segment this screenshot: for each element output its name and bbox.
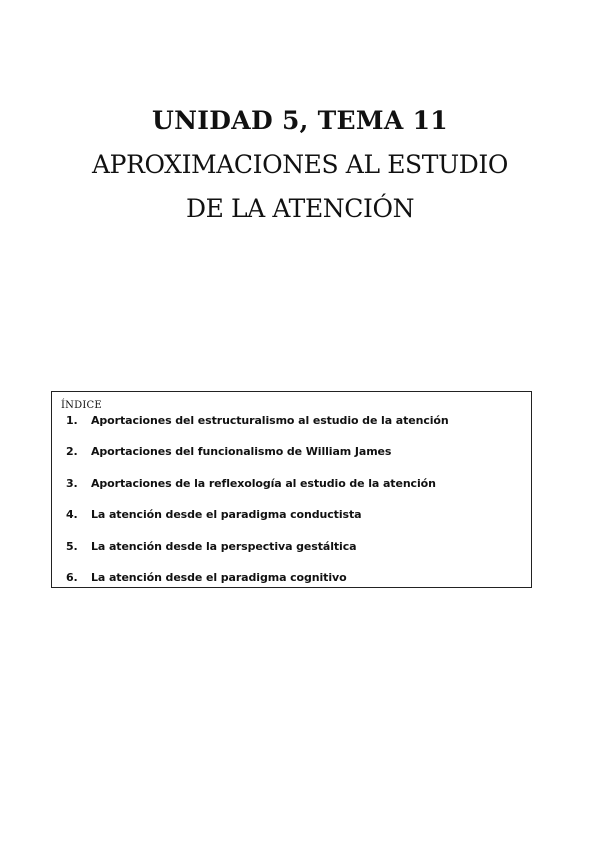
index-item-number: 4. — [66, 508, 78, 522]
index-item[interactable] — [52, 508, 531, 539]
index-item[interactable] — [52, 477, 531, 508]
index-item-label: La atención desde la perspectiva gestáltica — [91, 539, 357, 553]
index-item-label: La atención desde el paradigma cognitivo — [91, 570, 347, 584]
title-block — [0, 104, 600, 231]
index-item-number: 3. — [66, 476, 78, 490]
subtitle-line-1: APROXIMACIONES AL ESTUDIO — [92, 150, 508, 179]
index-item[interactable] — [52, 414, 531, 445]
index-item-number: 5. — [66, 539, 78, 553]
index-item[interactable] — [52, 540, 531, 571]
index-item-number: 2. — [66, 445, 78, 459]
index-item-label: La atención desde el paradigma conductista — [91, 508, 362, 522]
index-item-number: 6. — [66, 570, 78, 584]
index-item-number: 1. — [66, 414, 78, 427]
index-list — [52, 414, 531, 602]
subtitle-line-2: DE LA ATENCIÓN — [185, 194, 415, 223]
index-heading: ÍNDICE — [61, 400, 102, 411]
index-item[interactable] — [52, 571, 531, 602]
index-box — [51, 391, 532, 588]
index-item-label: Aportaciones de la reflexología al estudio de la atención — [91, 476, 436, 490]
index-item[interactable] — [52, 445, 531, 476]
index-item-label: Aportaciones del funcionalismo de William James — [91, 445, 392, 459]
index-item-label: Aportaciones del estructuralismo al estudio de la atención — [91, 414, 449, 427]
unit-title: UNIDAD 5, TEMA 11 — [152, 106, 448, 135]
